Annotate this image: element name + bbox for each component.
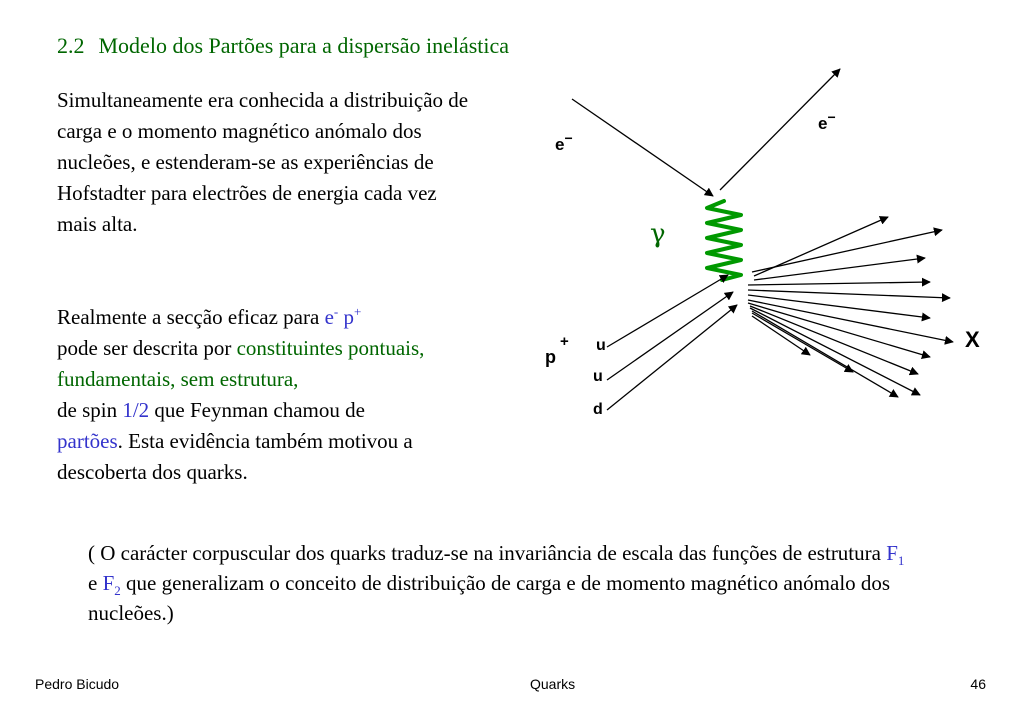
f-letter: F xyxy=(102,571,115,595)
p-letter: p xyxy=(343,305,354,329)
hadron-jet xyxy=(748,217,953,397)
quark-label-u1: u xyxy=(596,337,606,354)
constituents-phrase: constituintes pontuais, fundamentais, sem estrutura, xyxy=(57,336,425,391)
text: . Esta evidência também motivou a descoberta dos quarks. xyxy=(57,429,413,484)
quark-line-3 xyxy=(607,305,737,410)
text: de spin xyxy=(57,398,123,422)
f2-index: 2 xyxy=(114,583,121,599)
e-charge: - xyxy=(333,304,339,319)
section-number: 2.2 xyxy=(57,33,85,58)
text: ( O carácter corpuscular dos quarks traduz-se na invariância de escala das funções de estrutura xyxy=(88,541,887,565)
text: que Feynman chamou de xyxy=(149,398,365,422)
proton-label: p+ xyxy=(545,333,569,367)
footer-page-number: 46 xyxy=(970,676,986,692)
hadronic-x-label: X xyxy=(965,327,980,352)
quark-label-d: d xyxy=(593,401,603,418)
incoming-electron-line xyxy=(572,99,713,196)
section-title: Modelo dos Partões para a dispersão inelástica xyxy=(98,33,510,58)
text: Realmente a secção eficaz para xyxy=(57,305,325,329)
footer-topic: Quarks xyxy=(530,676,576,692)
p-charge: + xyxy=(354,304,362,319)
spin-value: 1/2 xyxy=(122,398,150,422)
text: e xyxy=(88,571,103,595)
partons-term: partões xyxy=(57,429,118,453)
incoming-electron-label: e− xyxy=(555,130,573,154)
text: pode ser descrita por xyxy=(57,336,237,360)
f-letter: F xyxy=(886,541,898,565)
quark-line-1 xyxy=(607,275,728,347)
text: que generalizam o conceito de distribuição de carga e de momento magnético anómalo dos nucleões.) xyxy=(88,571,891,625)
outgoing-electron-label: e− xyxy=(818,109,836,133)
e-letter: e xyxy=(324,305,334,329)
quark-label-u2: u xyxy=(593,368,603,385)
footer-author: Pedro Bicudo xyxy=(35,676,120,692)
photon-wavy-line xyxy=(707,201,741,280)
f1-index: 1 xyxy=(897,553,905,569)
photon-label: γ xyxy=(650,219,666,249)
paragraph-history: Simultaneamente era conhecida a distribuição de carga e o momento magnético anómalo dos nucleões, e estenderam-se as experiências de Hofstadter para electrões de energia cada vez mais alta. xyxy=(57,88,469,236)
